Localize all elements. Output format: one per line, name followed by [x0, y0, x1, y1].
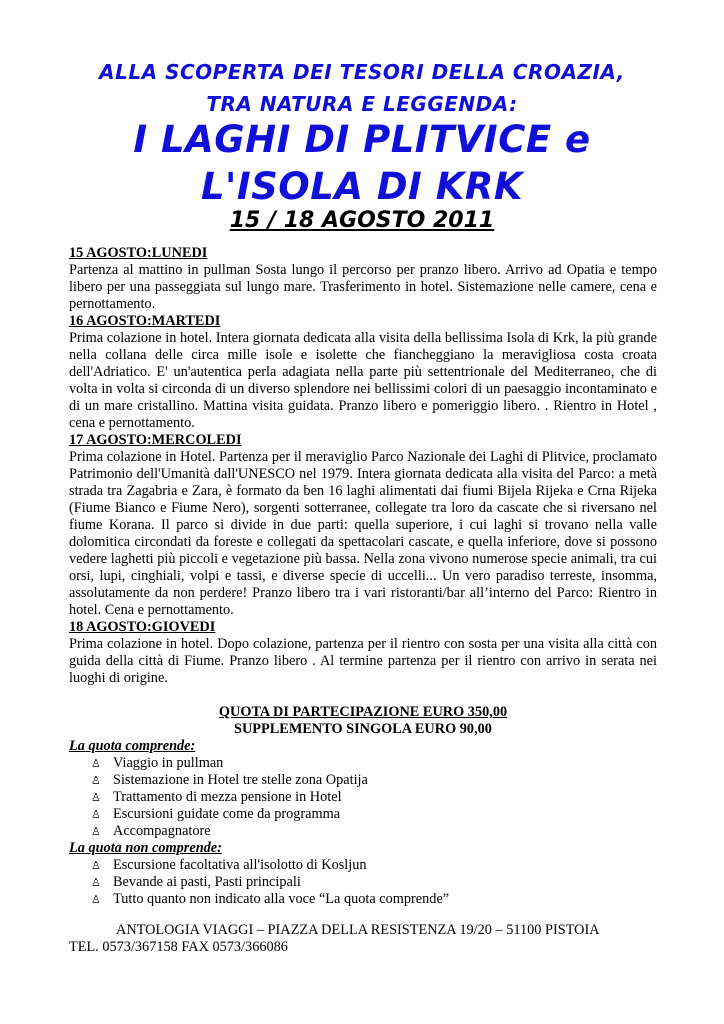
itinerary: [69, 245, 657, 908]
day-2: [69, 313, 657, 432]
price-section: [69, 704, 657, 738]
list-item: ♙ Tutto quanto non indicato alla voce “La quota comprende”: [91, 891, 450, 907]
trip-dates: 15 / 18 AGOSTO 2011: [229, 208, 495, 233]
list-item: ♙ Accompagnatore: [91, 823, 211, 839]
day-1: [69, 245, 657, 313]
bullet-icon: ♙: [91, 791, 101, 804]
day-title: 17 AGOSTO:MERCOLEDI: [69, 432, 242, 448]
price-line: QUOTA DI PARTECIPAZIONE EURO 350,00: [218, 704, 508, 720]
bullet-icon: ♙: [91, 859, 101, 872]
day-3: [69, 432, 657, 619]
list-item: ♙ Viaggio in pullman: [91, 755, 224, 771]
day-title: 15 AGOSTO:LUNEDI: [69, 245, 208, 261]
list-item: ♙ Sistemazione in Hotel tre stelle zona Opatija: [91, 772, 368, 788]
header-line-1: ALLA SCOPERTA DEI TESORI DELLA CROAZIA,: [99, 60, 625, 84]
day-description: Partenza al mattino in pullman Sosta lungo il percorso per pranzo libero. Arrivo ad Opatia e tempo libero per una passeggiata sul lungo mare. Trasferimento in hotel. Sistemazione nelle camere, cena e pernottamento.: [69, 262, 657, 312]
footer: [69, 922, 657, 956]
day-title: 18 AGOSTO:GIOVEDI: [69, 619, 216, 635]
day-description: Prima colazione in hotel. Intera giornata dedicata alla visita della bellissima Isola di Krk, la più grande nella collana delle circa mille isole e isolette che fiancheggiano la meravigliosa costa croata dell'Adriatico. E' un'autentica perla adagiata nella parte più settentrionale del Mediterraneo, che di volta in volta si circonda di un diverso splendore nei bellissimi colori di un paesaggio incontaminato e di un mare cristallino. Mattina visita guidata. Pranzo libero e pomeriggio libero. . Rientro in Hotel , cena e pernottamento.: [69, 330, 657, 431]
day-description: Prima colazione in hotel. Dopo colazione, partenza per il rientro con sosta per una visita alla città con guida della città di Fiume. Pranzo libero . Al termine partenza per il rientro con arrivo in serata nei luoghi di origine.: [69, 636, 657, 686]
bullet-icon: ♙: [91, 808, 101, 821]
day-description: Prima colazione in Hotel. Partenza per il meraviglio Parco Nazionale dei Laghi di Plitvice, proclamato Patrimonio dell'Umanità dall'UNESCO nel 1979. Intera giornata dedicata alla visita del Parco: a metà strada tra Zagabria e Zara, è formato da ben 16 laghi alimentati dai fiumi Bijela Rijeka e Crna Rijeka (Fiume Bianco e Fiume Nero), sorgenti sotterranee, collegate tra loro da cascate che si riversano nel fiume Korana. Il parco si divide in due parti: quella superiore, i cui laghi si trovano nella valle dolomitica circondati da foreste e collegati da spettacolari cascate, e quella inferiore, dove si possono vedere laghetti più piccoli e vegetazione più bassa. Nella zona vivono numerose specie animali, tra cui orsi, lupi, cinghiali, volpi e tassi, e diverse specie di uccelli... Un vero paradiso terreste, insomma, assolutamente da non perdere! Pranzo libero tra i vari ristoranti/bar all’interno del Parco: Rientro in hotel. Cena e pernottamento.: [69, 449, 657, 618]
day-4: [69, 619, 657, 687]
list-item: ♙ Trattamento di mezza pensione in Hotel: [91, 789, 342, 805]
list-item: ♙ Bevande ai pasti, Pasti principali: [91, 874, 301, 890]
excludes-section: [69, 840, 657, 908]
day-title: 16 AGOSTO:MARTEDI: [69, 313, 221, 329]
title-line-2: L'ISOLA DI KRK: [200, 165, 524, 208]
bullet-icon: ♙: [91, 893, 101, 906]
title-line-1: I LAGHI DI PLITVICE e: [133, 118, 591, 161]
includes-title: La quota comprende:: [69, 738, 196, 754]
agency-address: ANTOLOGIA VIAGGI – PIAZZA DELLA RESISTENZA 19/20 – 51100 PISTOIA: [116, 922, 600, 938]
bullet-icon: ♙: [91, 757, 101, 770]
list-item: ♙ Escursioni guidate come da programma: [91, 806, 341, 822]
excludes-title: La quota non comprende:: [69, 840, 222, 856]
single-supplement-line: SUPPLEMENTO SINGOLA EURO 90,00: [234, 721, 492, 737]
header-line-2: TRA NATURA E LEGGENDA:: [206, 92, 518, 116]
bullet-icon: ♙: [91, 825, 101, 838]
agency-contacts: TEL. 0573/367158 FAX 0573/366086: [69, 939, 288, 955]
includes-section: [69, 738, 657, 840]
bullet-icon: ♙: [91, 774, 101, 787]
bullet-icon: ♙: [91, 876, 101, 889]
list-item: ♙ Escursione facoltativa all'isolotto di Kosljun: [91, 857, 367, 873]
